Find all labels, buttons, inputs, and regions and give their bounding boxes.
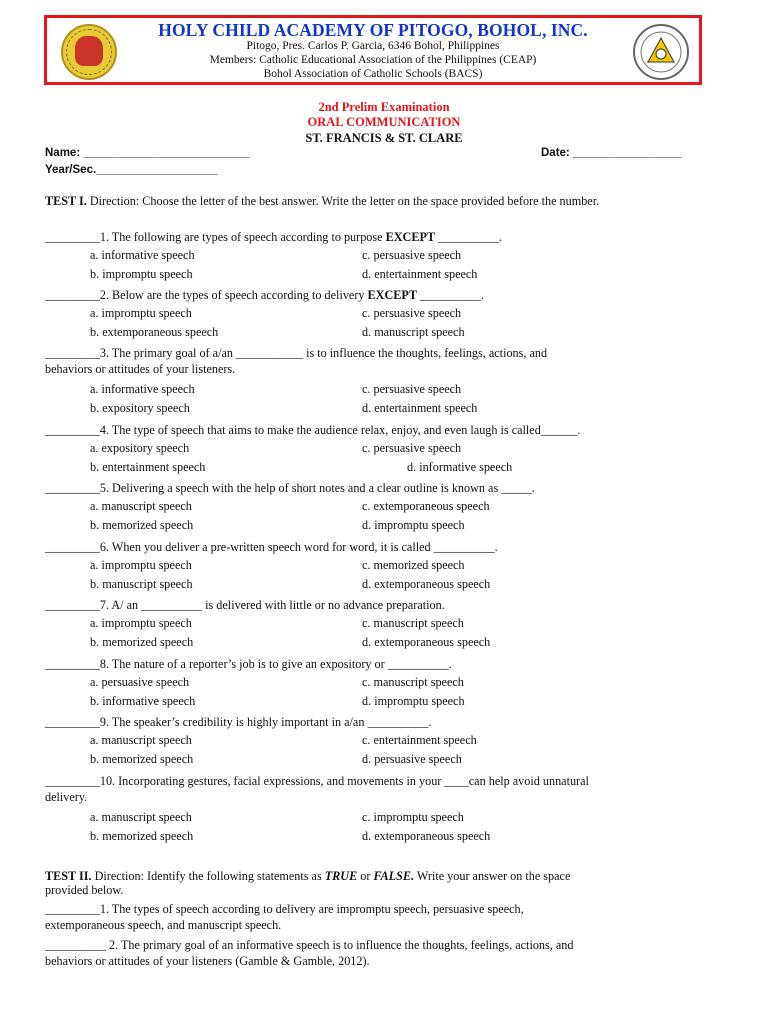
question-10-option-c: c. impromptu speech: [362, 810, 464, 824]
question-5-option-a: a. manuscript speech: [90, 499, 192, 513]
question-3-option-a: a. informative speech: [90, 382, 195, 396]
year-section-field[interactable]: Year/Sec.___________________: [45, 164, 218, 176]
test2-item-2-cont: behaviors or attitudes of your listeners (Gamble & Gamble, 2012).: [45, 954, 370, 968]
question-3: _________3. The primary goal of a/an ___________ is to influence the thoughts, feelings, actions, and: [45, 346, 548, 360]
school-address: Pitogo, Pres. Carlos P. Garcia, 6346 Bohol, Philippines: [246, 40, 500, 52]
test1-direction: TEST I. Direction: Choose the letter of the best answer. Write the letter on the space provided before the number.: [45, 194, 600, 208]
question-10-cont: delivery.: [45, 790, 88, 804]
question-4: _________4. The type of speech that aims to make the audience relax, enjoy, and even laugh is called______.: [45, 423, 581, 437]
question-6: _________6. When you deliver a pre-written speech word for word, it is called __________.: [45, 540, 498, 554]
question-6-option-c: c. memorized speech: [362, 558, 465, 572]
question-4-option-d: d. informative speech: [407, 460, 513, 474]
question-8-option-c: c. manuscript speech: [362, 675, 464, 689]
question-4-option-b: b. entertainment speech: [90, 460, 206, 474]
test2-direction: TEST II. Direction: Identify the following statements as TRUE or FALSE. Write your answer on the space: [45, 869, 571, 883]
question-1-option-b: b. impromptu speech: [90, 267, 193, 281]
question-8-option-b: b. informative speech: [90, 694, 196, 708]
school-name: HOLY CHILD ACADEMY OF PITOGO, BOHOL, INC.: [158, 20, 588, 40]
test2-item-1-cont: extemporaneous speech, and manuscript speech.: [45, 918, 282, 932]
question-5-option-c: c. extemporaneous speech: [362, 499, 490, 513]
question-3-option-c: c. persuasive speech: [362, 382, 462, 396]
question-1-option-c: c. persuasive speech: [362, 248, 462, 262]
question-3-option-b: b. expository speech: [90, 401, 190, 415]
test2-item-2: __________ 2. The primary goal of an informative speech is to influence the thoughts, feelings, actions, and: [45, 938, 574, 952]
question-7-option-b: b. memorized speech: [90, 635, 194, 649]
question-10: _________10. Incorporating gestures, facial expressions, and movements in your ____can help avoid unnatural: [45, 774, 589, 788]
school-header: [44, 15, 702, 85]
question-8-option-a: a. persuasive speech: [90, 675, 190, 689]
question-4-option-a: a. expository speech: [90, 441, 190, 455]
question-9-option-c: c. entertainment speech: [362, 733, 477, 747]
question-2-option-a: a. impromptu speech: [90, 306, 192, 320]
question-6-option-a: a. impromptu speech: [90, 558, 192, 572]
question-10-option-d: d. extemporaneous speech: [362, 829, 491, 843]
question-2: _________2. Below are the types of speech according to delivery EXCEPT __________.: [45, 288, 485, 302]
question-5: _________5. Delivering a speech with the help of short notes and a clear outline is known as _____.: [45, 481, 535, 495]
question-7-option-a: a. impromptu speech: [90, 616, 192, 630]
question-9: _________9. The speaker’s credibility is highly important in a/an __________.: [45, 715, 432, 729]
name-field[interactable]: Name: __________________________: [45, 147, 250, 159]
test2-item-1: _________1. The types of speech according to delivery are impromptu speech, persuasive speech,: [45, 902, 524, 916]
exam-sections: ST. FRANCIS & ST. CLARE: [305, 131, 463, 145]
question-6-option-d: d. extemporaneous speech: [362, 577, 491, 591]
question-7: _________7. A/ an __________ is delivered with little or no advance preparation.: [45, 598, 445, 612]
question-3-option-d: d. entertainment speech: [362, 401, 478, 415]
association-seal-icon: [633, 24, 689, 80]
question-9-option-b: b. memorized speech: [90, 752, 194, 766]
question-8: _________8. The nature of a reporter’s job is to give an expository or __________.: [45, 657, 452, 671]
question-10-option-a: a. manuscript speech: [90, 810, 192, 824]
exam-title: 2nd Prelim Examination: [318, 100, 450, 114]
question-1-option-a: a. informative speech: [90, 248, 195, 262]
test2-direction-line2: provided below.: [45, 883, 124, 897]
question-7-option-c: c. manuscript speech: [362, 616, 464, 630]
question-5-option-b: b. memorized speech: [90, 518, 194, 532]
date-field[interactable]: Date: _________________: [541, 147, 682, 159]
question-8-option-d: d. impromptu speech: [362, 694, 465, 708]
school-members: Members: Catholic Educational Association of the Philippines (CEAP): [209, 54, 537, 66]
question-7-option-d: d. extemporaneous speech: [362, 635, 491, 649]
question-2-option-d: d. manuscript speech: [362, 325, 465, 339]
question-1: _________1. The following are types of speech according to purpose EXCEPT __________.: [45, 230, 503, 244]
question-9-option-a: a. manuscript speech: [90, 733, 192, 747]
question-2-option-b: b. extemporaneous speech: [90, 325, 219, 339]
question-9-option-d: d. persuasive speech: [362, 752, 462, 766]
question-6-option-b: b. manuscript speech: [90, 577, 193, 591]
exam-subject: ORAL COMMUNICATION: [307, 115, 461, 129]
question-2-option-c: c. persuasive speech: [362, 306, 462, 320]
question-10-option-b: b. memorized speech: [90, 829, 194, 843]
question-4-option-c: c. persuasive speech: [362, 441, 462, 455]
question-3-cont: behaviors or attitudes of your listeners.: [45, 362, 236, 376]
question-5-option-d: d. impromptu speech: [362, 518, 465, 532]
question-1-option-d: d. entertainment speech: [362, 267, 478, 281]
school-association: Bohol Association of Catholic Schools (BACS): [263, 68, 483, 80]
